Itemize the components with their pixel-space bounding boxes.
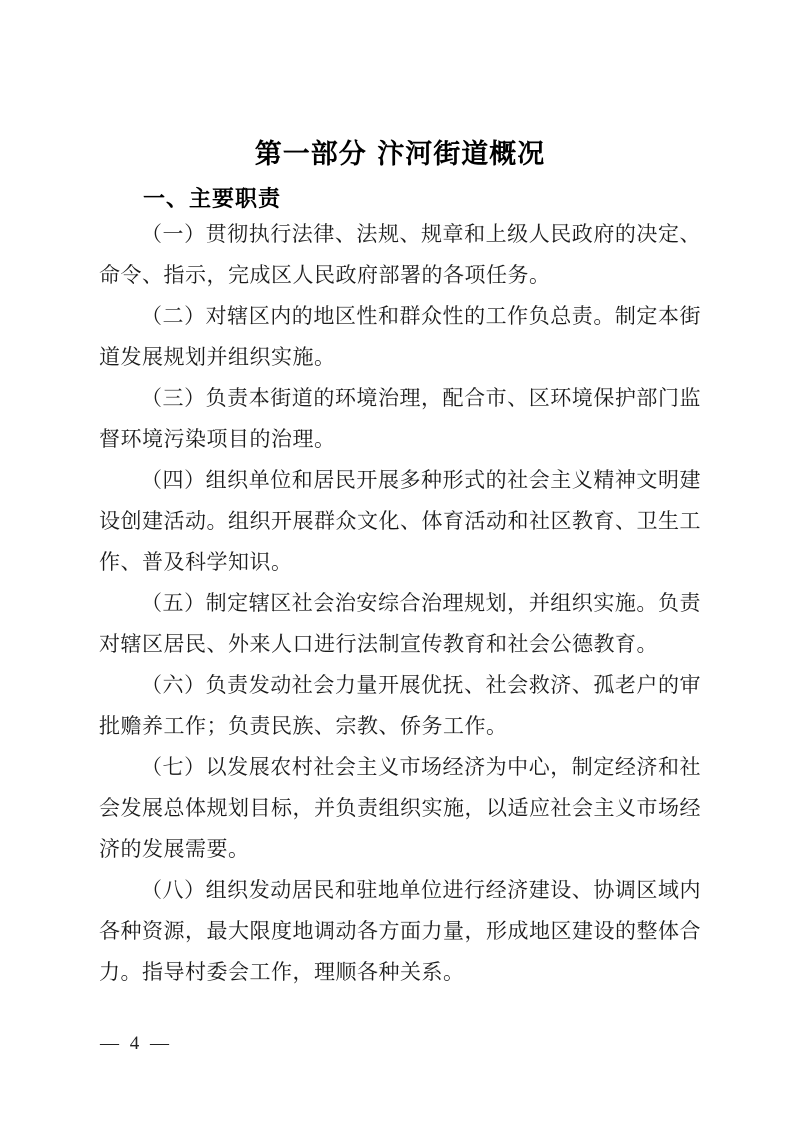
page-title: 第一部分 汴河街道概况 [254,139,546,170]
paragraph-7: （七）以发展农村社会主义市场经济为中心，制定经济和社会发展总体规划目标，并负责组织实施，以适应社会主义市场经济的发展需要。 [99,755,701,861]
document-body [99,214,701,993]
content-column [99,138,701,993]
paragraph-6: （六）负责发动社会力量开展优抚、社会救济、孤老户的审批赡养工作；负责民族、宗教、侨务工作。 [99,673,701,738]
page-number: — 4 — [100,1033,172,1054]
paragraph-2: （二）对辖区内的地区性和群众性的工作负总责。制定本街道发展规划并组织实施。 [99,304,701,369]
paragraph-5: （五）制定辖区社会治安综合治理规划，并组织实施。负责对辖区居民、外来人口进行法制宣传教育和社会公德教育。 [99,591,701,656]
paragraph-3: （三）负责本街道的环境治理，配合市、区环境保护部门监督环境污染项目的治理。 [99,386,701,451]
paragraph-8: （八）组织发动居民和驻地单位进行经济建设、协调区域内各种资源，最大限度地调动各方面力量，形成地区建设的整体合力。指导村委会工作，理顺各种关系。 [99,878,701,984]
paragraph-1: （一）贯彻执行法律、法规、规章和上级人民政府的决定、命令、指示，完成区人民政府部署的各项任务。 [99,222,701,287]
paragraph-4: （四）组织单位和居民开展多种形式的社会主义精神文明建设创建活动。组织开展群众文化、体育活动和社区教育、卫生工作、普及科学知识。 [99,468,701,574]
section-heading: 一、主要职责 [143,187,282,212]
